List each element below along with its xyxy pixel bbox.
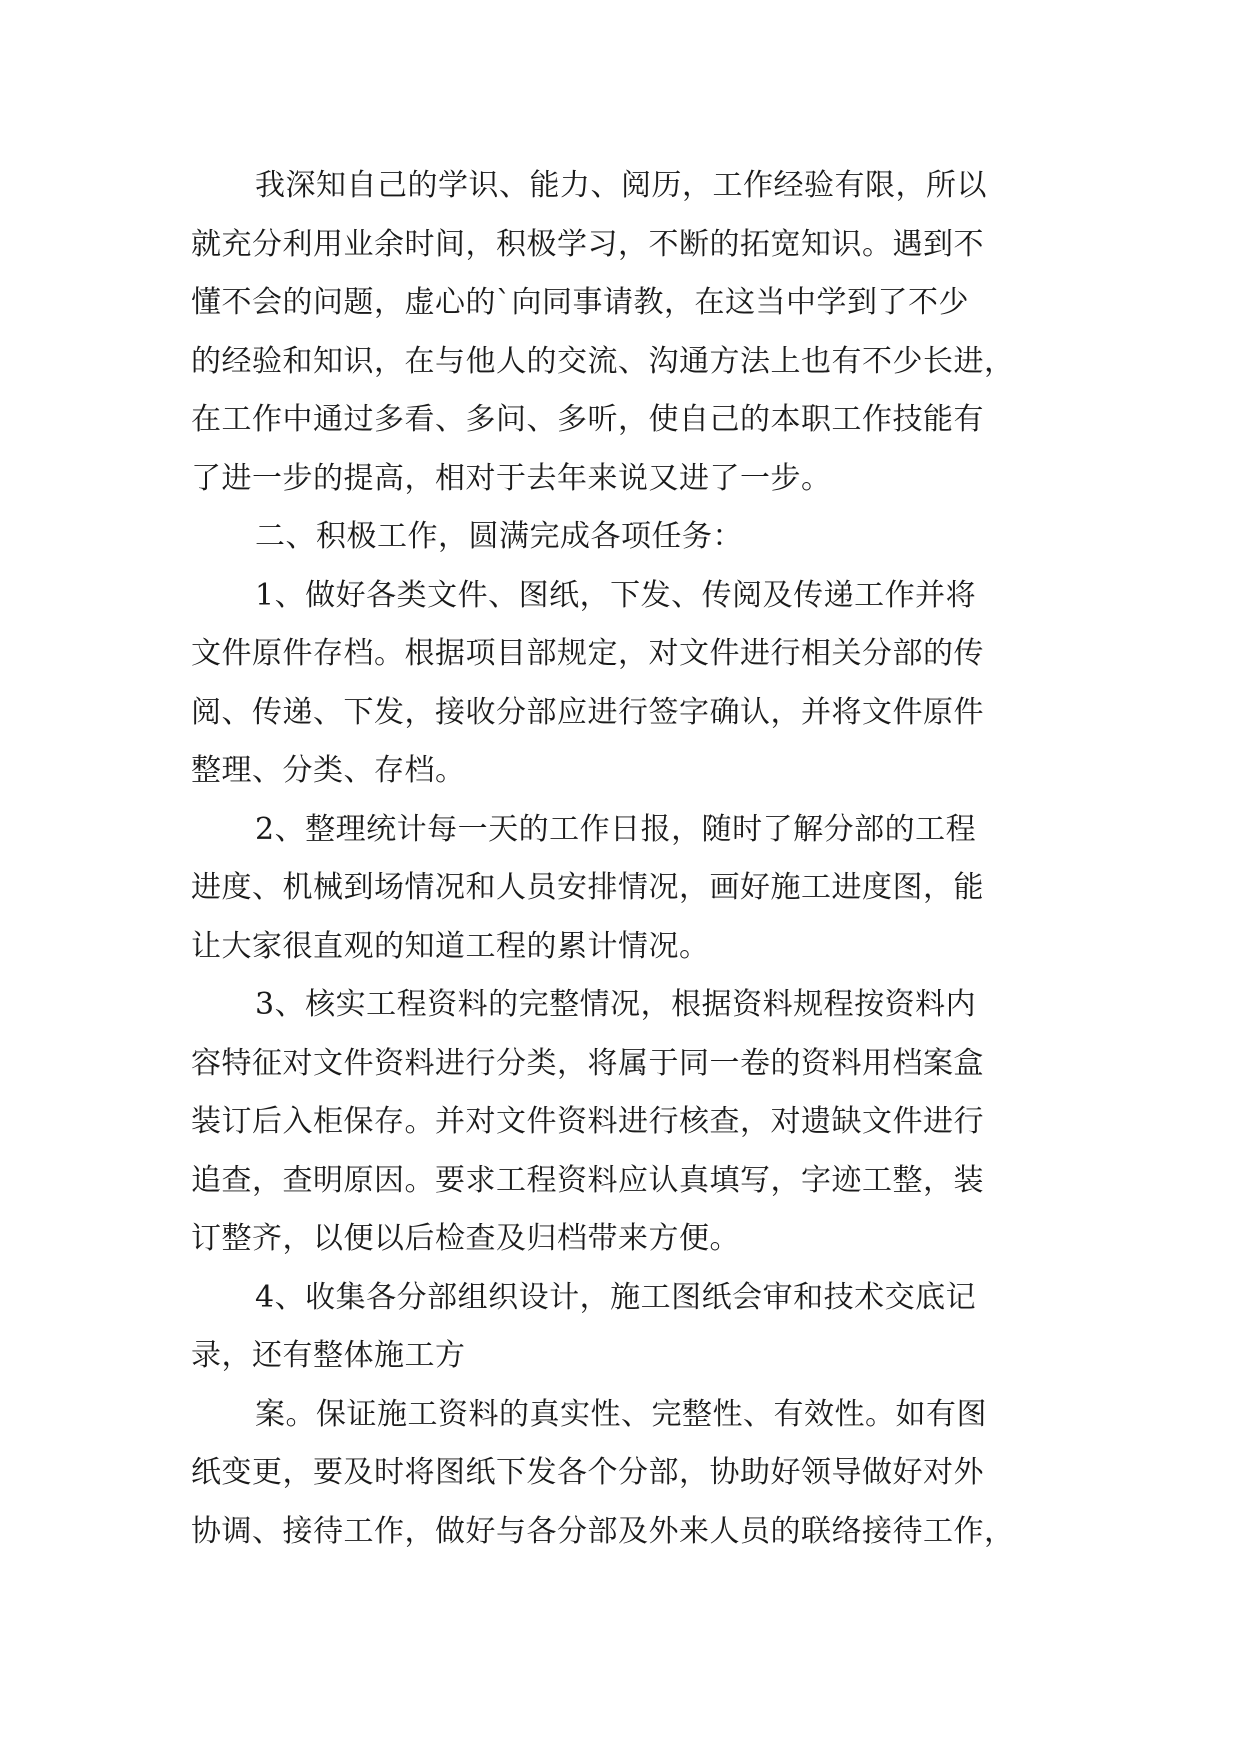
text-line: 录，还有整体施工方 [191,1338,466,1373]
text-line: 装订后入柜保存。并对文件资料进行核查，对遗缺文件进行 [191,1104,984,1139]
text-line: 文件原件存档。根据项目部规定，对文件进行相关分部的传 [191,636,984,671]
paragraph-item-3 [191,976,1051,1269]
section-heading [191,508,1051,567]
paragraph-continuation [191,1386,1051,1562]
text-line: 协调、接待工作，做好与各分部及外来人员的联络接待工作， [191,1513,1015,1549]
text-line: 1、做好各类文件、图纸，下发、传阅及传递工作并将 [255,577,977,613]
paragraph-item-1 [191,567,1051,801]
text-line: 阅、传递、下发，接收分部应进行签字确认，并将文件原件 [191,694,984,730]
paragraph-item-4 [191,1269,1051,1386]
text-line: 容特征对文件资料进行分类，将属于同一卷的资料用档案盒 [191,1045,984,1081]
heading-line: 二、积极工作，圆满完成各项任务： [255,519,743,554]
text-line: 纸变更，要及时将图纸下发各个分部，协助好领导做好对外 [191,1455,984,1490]
text-line: 3、核实工程资料的完整情况，根据资料规程按资料内 [255,987,977,1022]
text-line: 案。保证施工资料的真实性、完整性、有效性。如有图 [255,1396,987,1432]
text-line: 2、整理统计每一天的工作日报，随时了解分部的工程 [255,811,977,847]
text-line: 订整齐，以便以后检查及归档带来方便。 [191,1221,740,1256]
text-line: 进度、机械到场情况和人员安排情况，画好施工进度图，能 [191,870,984,905]
paragraph-1 [191,157,1051,508]
text-line: 我深知自己的学识、能力、阅历，工作经验有限，所以 [255,168,987,203]
text-line: 的经验和知识，在与他人的交流、沟通方法上也有不少长进， [191,343,1015,379]
text-line: 了进一步的提高，相对于去年来说又进了一步。 [191,460,832,496]
text-line: 整理、分类、存档。 [191,753,466,788]
text-line: 4、收集各分部组织设计，施工图纸会审和技术交底记 [255,1279,977,1315]
text-line: 让大家很直观的知道工程的累计情况。 [191,928,710,964]
text-line: 在工作中通过多看、多问、多听，使自己的本职工作技能有 [191,402,984,437]
text-line: 追查，查明原因。要求工程资料应认真填写，字迹工整，装 [191,1162,984,1198]
document-body [191,157,1051,1561]
text-line: 懂不会的问题，虚心的`向同事请教，在这当中学到了不少 [191,285,969,320]
text-line: 就充分利用业余时间，积极学习，不断的拓宽知识。遇到不 [191,226,984,262]
paragraph-item-2 [191,801,1051,977]
